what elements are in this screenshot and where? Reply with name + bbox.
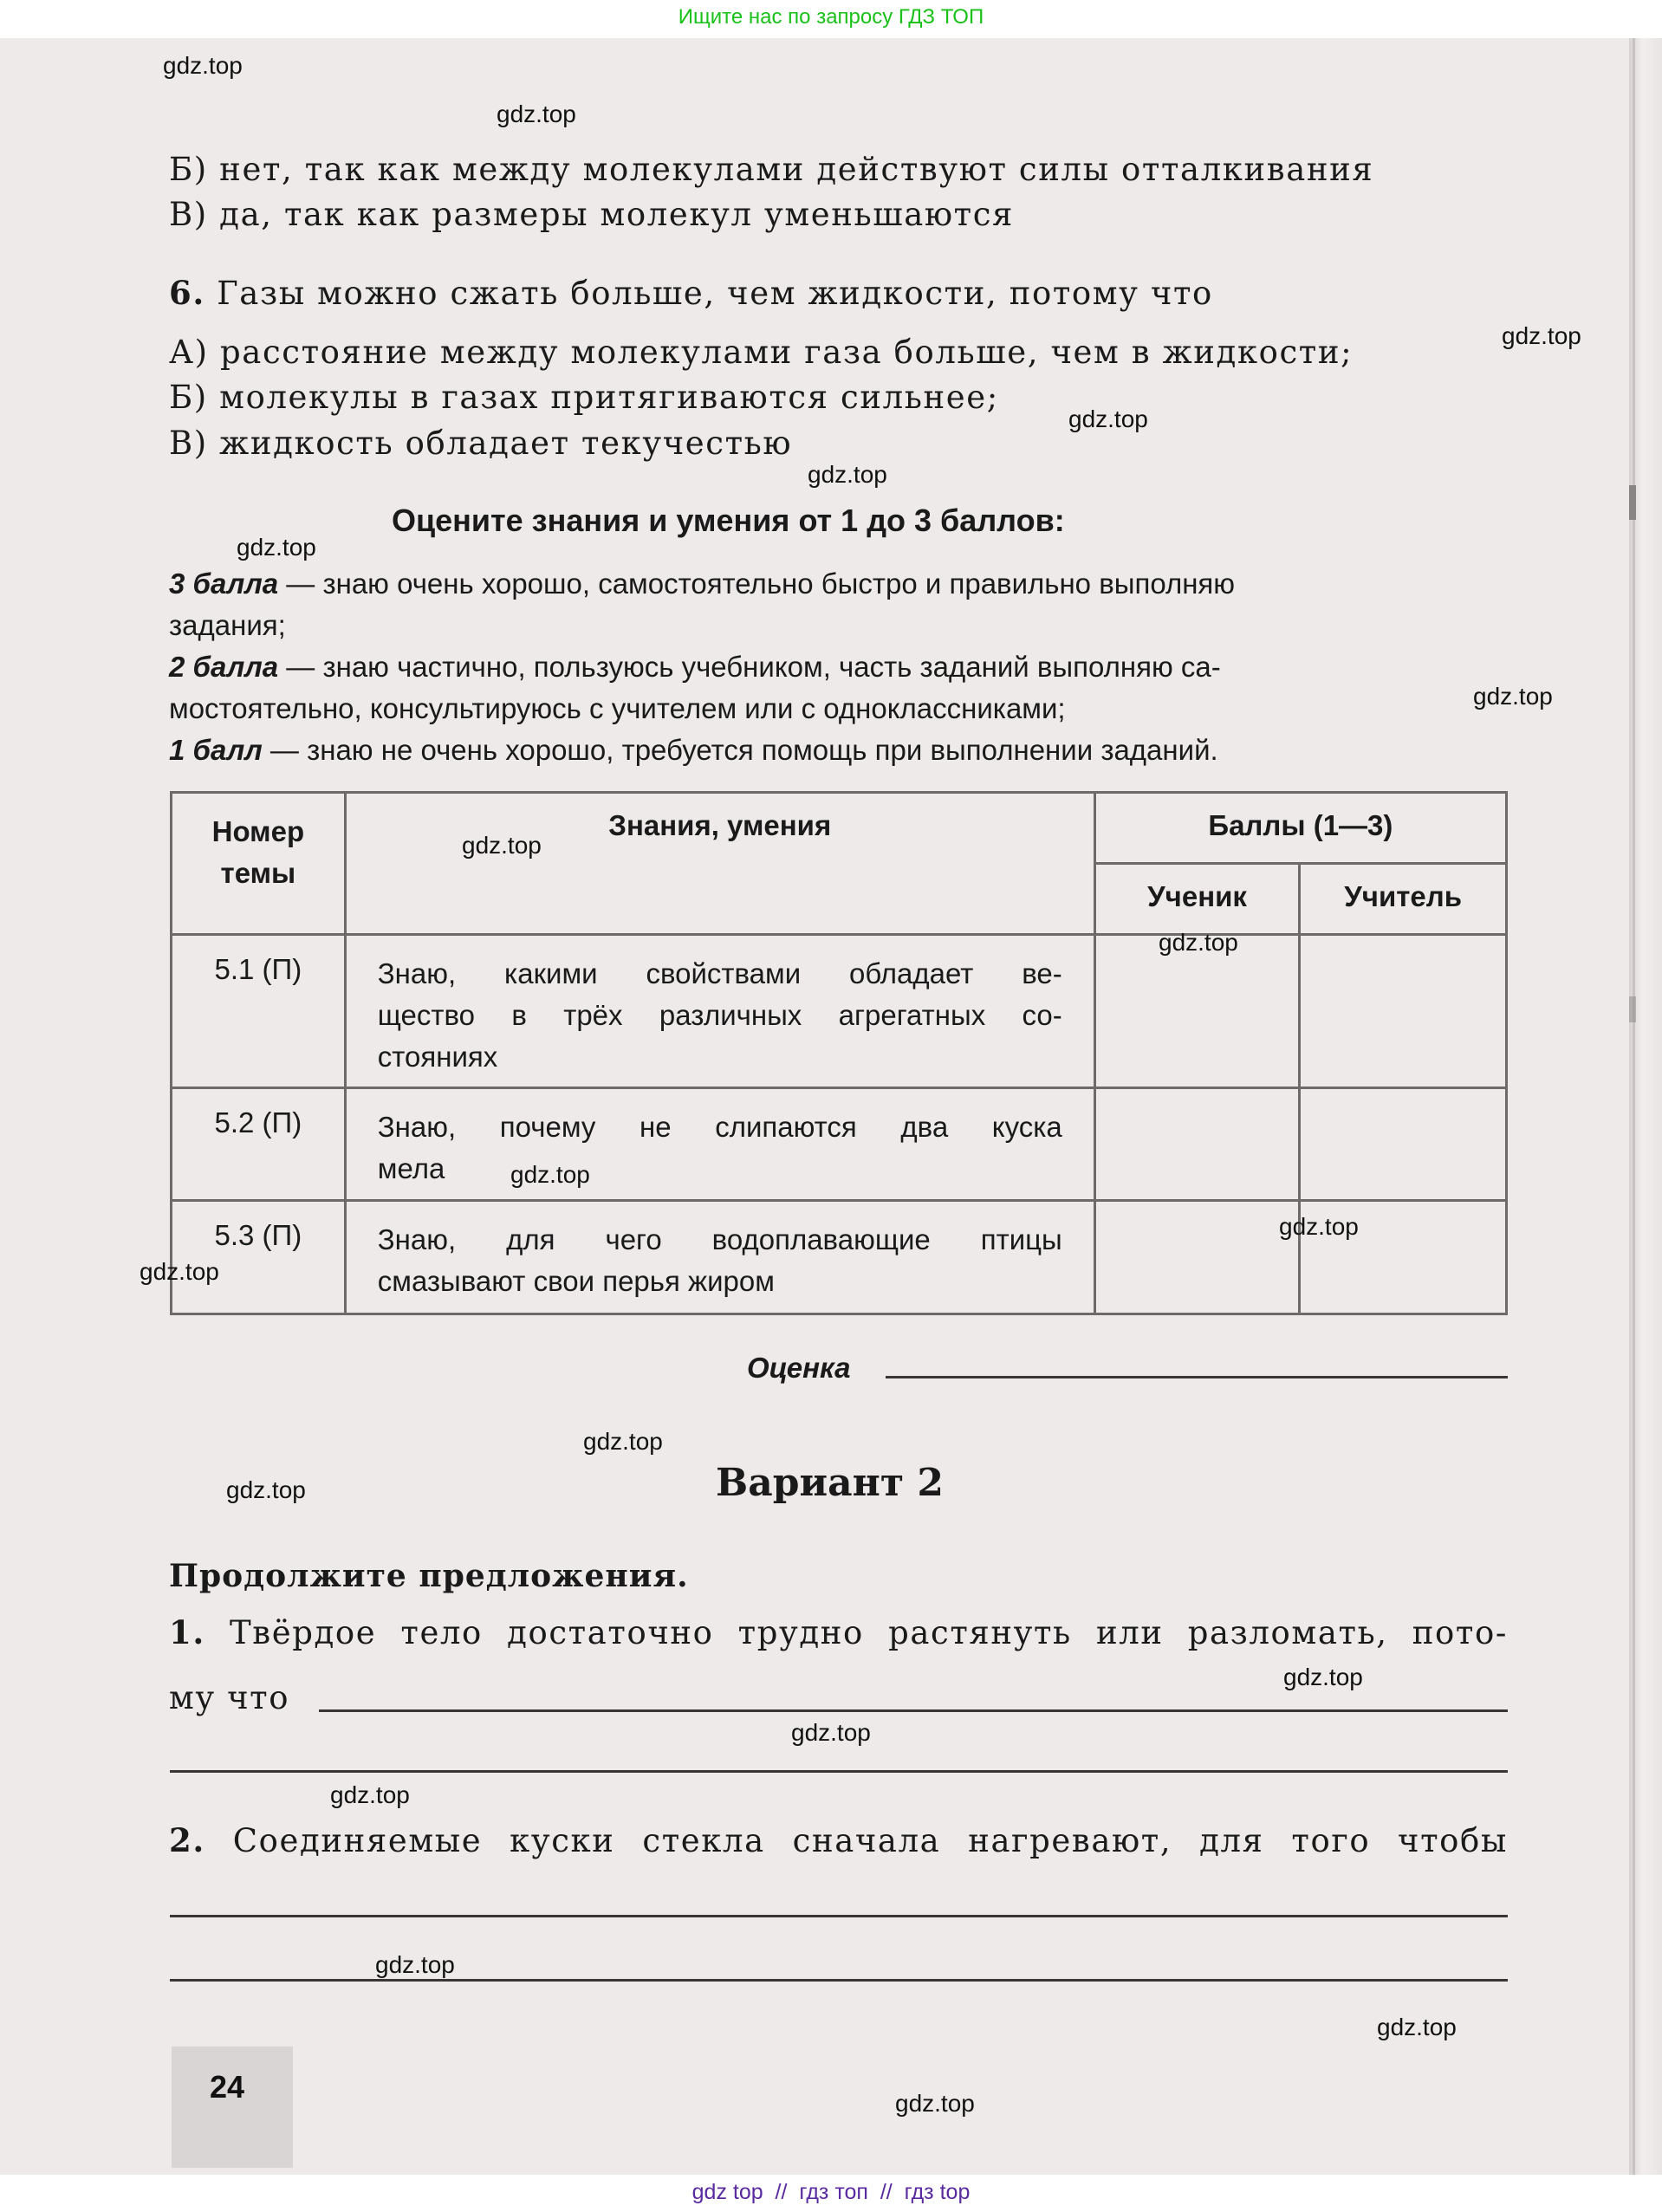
row-skill: Знаю, какими свойствами обладает ве- щество в трёх различных агрегатных со- стояниях (345, 935, 1094, 1088)
v2-item-2-line1 (169, 1821, 1508, 1859)
watermark: gdz.top (1377, 2014, 1457, 2040)
watermark: gdz.top (226, 1476, 306, 1503)
watermark: gdz.top (1283, 1664, 1363, 1690)
scale-1-label: 1 балл (169, 734, 263, 766)
q5-option-c: В) да, так как размеры молекул уменьшаются (169, 196, 1015, 233)
grade-label: Оценка (747, 1352, 851, 1384)
q6-option-a: А) расстояние между молекулами газа больше, чем в жидкости; (169, 334, 1354, 371)
variant-title: Вариант 2 (716, 1461, 945, 1505)
row-topic: 5.3 (П) (172, 1201, 346, 1314)
scale-2-label: 2 балла (169, 651, 279, 683)
student-score-cell[interactable] (1094, 1088, 1300, 1201)
page-number-box (172, 2047, 293, 2168)
row-skill: Знаю, для чего водоплавающие птицы смазывают свои перья жиром (345, 1201, 1094, 1314)
v2-item-1-text: Твёрдое тело достаточно трудно растянуть или разломать, пото- (229, 1614, 1508, 1651)
watermark: gdz.top (462, 832, 542, 859)
footer-banner[interactable] (0, 2175, 1662, 2212)
table-row (172, 1088, 1507, 1201)
header-topic-number: Номер темы (172, 793, 346, 935)
assessment-title: Оцените знания и умения от 1 до 3 баллов: (392, 503, 1065, 538)
watermark: gdz.top (163, 52, 243, 79)
table-row (172, 935, 1507, 1088)
watermark: gdz.top (895, 2090, 975, 2117)
variant-instruction: Продолжите предложения. (169, 1558, 689, 1594)
watermark: gdz.top (808, 461, 887, 488)
scale-3-text: — знаю очень хорошо, самостоятельно быстро и правильно выполняю (278, 568, 1236, 600)
gutter-mark (1629, 996, 1636, 1022)
watermark: gdz.top (237, 534, 316, 561)
banner-text[interactable]: Ищите нас по запросу ГДЗ ТОП (678, 5, 984, 29)
scale-2-text: — знаю частично, пользуюсь учебником, часть заданий выполняю са- (278, 651, 1221, 683)
v2-item-2-text: Соединяемые куски стекла сначала нагревают, для того чтобы (232, 1822, 1508, 1859)
grade-field[interactable] (886, 1376, 1508, 1378)
header-skills: Знания, умения (345, 793, 1094, 935)
watermark: gdz.top (375, 1951, 455, 1978)
watermark: gdz.top (140, 1258, 219, 1285)
gutter-line (1633, 38, 1635, 2175)
row-skill: Знаю, почему не слипаются два куска мела (345, 1088, 1094, 1201)
scale-1-line1 (169, 734, 1218, 767)
header-teacher: Учитель (1300, 864, 1507, 935)
scale-3-line2: задания; (169, 609, 286, 641)
q5-option-b: Б) нет, так как между молекулами действуют силы отталкивания (169, 151, 1374, 188)
v2-item-2-answer-line-1[interactable] (170, 1915, 1508, 1917)
watermark: gdz.top (1279, 1213, 1359, 1240)
scale-3-label: 3 балла (169, 568, 279, 600)
scale-1-text: — знаю не очень хорошо, требуется помощь при выполнении заданий. (262, 734, 1218, 766)
watermark: gdz.top (497, 101, 576, 127)
v2-item-1-number: 1. (169, 1613, 205, 1651)
watermark: gdz.top (1068, 405, 1148, 432)
header-student: Ученик (1094, 864, 1300, 935)
scale-2-line1 (169, 651, 1221, 684)
gutter-mark (1629, 485, 1636, 520)
watermark: gdz.top (1473, 683, 1553, 710)
watermark: gdz.top (510, 1161, 590, 1188)
watermark: gdz.top (1502, 322, 1581, 349)
row-topic: 5.2 (П) (172, 1088, 346, 1201)
row-topic: 5.1 (П) (172, 935, 346, 1088)
page-number: 24 (210, 2069, 245, 2105)
v2-item-2-answer-line-2[interactable] (170, 1979, 1508, 1982)
watermark: gdz.top (330, 1781, 410, 1808)
teacher-score-cell[interactable] (1300, 1088, 1507, 1201)
footer-text[interactable]: gdz top // гдз топ // гдз top (691, 2180, 971, 2204)
watermark: gdz.top (791, 1719, 871, 1746)
top-banner[interactable] (0, 0, 1662, 38)
q6-text: Газы можно сжать больше, чем жидкости, потому что (217, 275, 1213, 312)
student-score-cell[interactable] (1094, 935, 1300, 1088)
watermark: gdz.top (583, 1428, 663, 1455)
q6-option-c: В) жидкость обладает текучестью (169, 425, 793, 462)
watermark: gdz.top (1159, 929, 1238, 956)
v2-item-1-line2: му что (169, 1679, 290, 1716)
v2-item-1-answer-line-2[interactable] (170, 1770, 1508, 1773)
teacher-score-cell[interactable] (1300, 935, 1507, 1088)
scale-3-line1 (169, 568, 1508, 600)
v2-item-2-number: 2. (169, 1821, 205, 1859)
q6-prompt (169, 274, 1213, 312)
scale-2-line2: мостоятельно, консультируюсь с учителем или с одноклассниками; (169, 692, 1066, 724)
v2-item-1-line1 (169, 1613, 1508, 1651)
student-score-cell[interactable] (1094, 1201, 1300, 1314)
v2-item-1-answer-line-1[interactable] (319, 1709, 1508, 1712)
q6-option-b: Б) молекулы в газах притягиваются сильнее; (169, 379, 999, 416)
header-score: Баллы (1—3) (1094, 793, 1506, 864)
q6-number: 6. (169, 274, 205, 312)
